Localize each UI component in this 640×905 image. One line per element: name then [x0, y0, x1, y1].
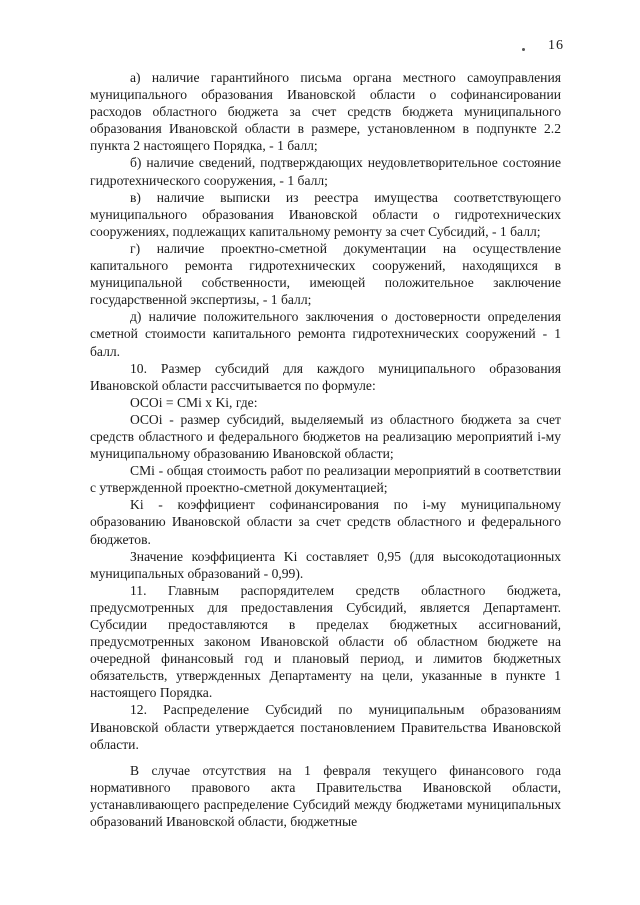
paragraph-item-d: д) наличие положительного заключения о достоверности определения сметной стоимости капитального ремонта гидротехнических сооружений - 1 балл.	[90, 309, 561, 359]
paragraph-section-10: 10. Размер субсидий для каждого муниципального образования Ивановской области рассчитывается по формуле:	[90, 360, 561, 393]
paragraph-section-11: 11. Главным распорядителем средств областного бюджета, предусмотренных для предоставления Субсидий, является Департамент. Субсидии предоставляются в пределах бюджетных ассигнований, предусмотренных законом Ивановской области об областном бюджете на очередной финансовый год и плановый период, и лимитов бюджетных обязательств, утвержденных Департаменту на цели, указанные в пункте 1 настоящего Порядка.	[90, 582, 561, 701]
definition-oco: OCOi - размер субсидий, выделяемый из областного бюджета за счет средств областного и федерального бюджетов на реализацию мероприятий i-му муниципальному образованию Ивановской области;	[90, 411, 561, 462]
document-body	[90, 69, 561, 830]
definition-cm: CMi - общая стоимость работ по реализации мероприятий в соответствии с утвержденной проектно-сметной документацией;	[90, 463, 561, 496]
paragraph-item-a: а) наличие гарантийного письма органа местного самоуправления муниципального образования Ивановской области о софинансировании расходов областного бюджета за счет средств бюджета муниципального образования Ивановской области в размере, установленном в подпункте 2.2 пункта 2 настоящего Порядка, - 1 балл;	[90, 70, 561, 154]
coefficient-value: Значение коэффициента Ki составляет 0,95 (для высокодотационных муниципальных образований - 0,99).	[90, 548, 561, 581]
paragraph-item-v: в) наличие выписки из реестра имущества соответствующего муниципального образования Ивановской области о гидротехнических сооружениях, подлежащих капитальному ремонту за счет Субсидий, - 1 балл;	[90, 189, 561, 239]
definition-k: Ki - коэффициент софинансирования по i-му муниципальному образованию Ивановской области за счет средств областного и федерального бюджетов.	[90, 497, 561, 547]
paragraph-section-12: 12. Распределение Субсидий по муниципальным образованиям Ивановской области утверждается постановлением Правительства Ивановской области.	[90, 702, 561, 752]
paragraph-absence-case: В случае отсутствия на 1 февраля текущего финансового года нормативного правового акта Правительства Ивановской области, устанавливающего распределение Субсидий между бюджетами муниципальных образований Ивановской области, бюджетные	[90, 762, 561, 830]
paragraph-item-b: б) наличие сведений, подтверждающих неудовлетворительное состояние гидротехнического сооружения, - 1 балл;	[90, 155, 561, 188]
formula-line: OCOi = CMi x Ki, где:	[130, 394, 258, 410]
page-number: 16	[548, 38, 564, 53]
scan-dot	[522, 48, 525, 51]
paragraph-item-g: г) наличие проектно-сметной документации на осуществление капитального ремонта гидротехнических сооружений, находящихся в муниципальной собственности, имеющей положительное заключение государственной экспертизы, - 1 балл;	[90, 240, 561, 308]
